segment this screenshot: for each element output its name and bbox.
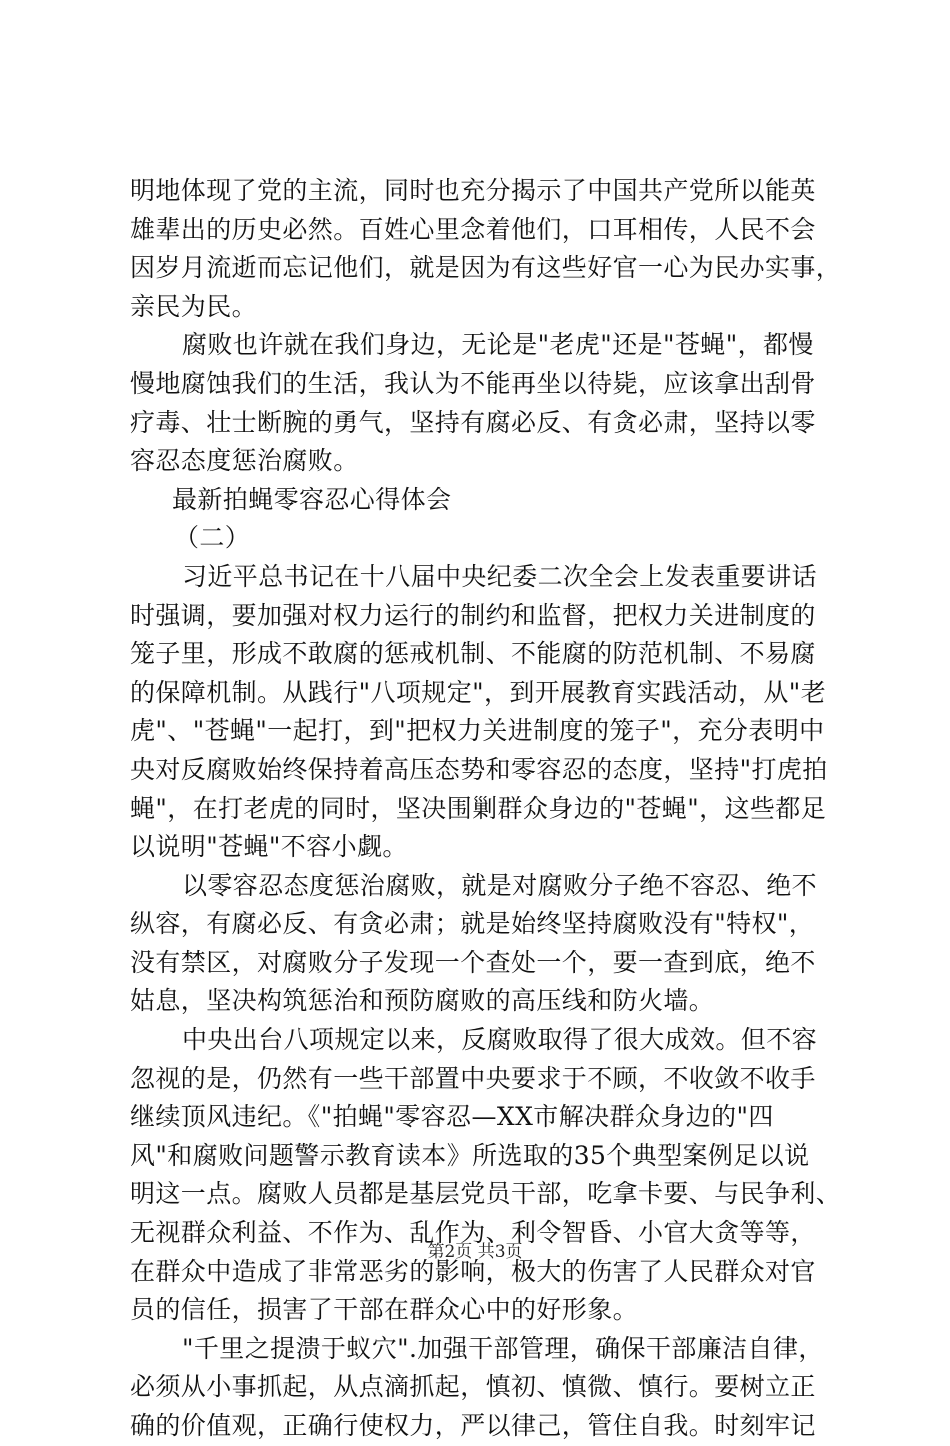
text-line: 因岁月流逝而忘记他们，就是因为有这些好官一心为民办实事， [130, 253, 842, 283]
text-line: 雄辈出的历史必然。百姓心里念着他们，口耳相传，人民不会 [130, 214, 816, 244]
text-line: 姑息，坚决构筑惩治和预防腐败的高压线和防火墙。 [130, 986, 715, 1016]
page-number-footer: 第2页 共3页 [427, 1242, 523, 1262]
text-line: 以说明"苍蝇"不容小觑。 [130, 832, 408, 862]
text-line: 虎"、"苍蝇"一起打，到"把权力关进制度的笼子"，充分表明中 [130, 716, 825, 746]
text-line: 笼子里，形成不敢腐的惩戒机制、不能腐的防范机制、不易腐 [130, 639, 816, 669]
text-line: 继续顶风违纪。《"拍蝇"零容忍—XX市解决群众身边的"四 [130, 1102, 774, 1132]
text-line: "千里之提溃于蚁穴".加强干部管理，确保干部廉洁自律， [182, 1333, 824, 1363]
text-line: 慢地腐蚀我们的生活，我认为不能再坐以待毙，应该拿出刮骨 [130, 368, 816, 398]
text-line: 无视群众利益、不作为、乱作为、利令智昏、小官大贪等等， [130, 1218, 816, 1248]
section-title: 最新拍蝇零容忍心得体会 [172, 484, 452, 514]
text-line: 明地体现了党的主流，同时也充分揭示了中国共产党所以能英 [130, 176, 816, 205]
text-line: 明这一点。腐败人员都是基层党员干部，吃拿卡要、与民争利、 [130, 1179, 842, 1209]
text-line: 在群众中造成了非常恶劣的影响，极大的伤害了人民群众对官 [130, 1256, 816, 1286]
text-line: 容忍态度惩治腐败。 [130, 446, 359, 476]
text-line: 必须从小事抓起，从点滴抓起，慎初、慎微、慎行。要树立正 [130, 1372, 816, 1402]
text-line: 员的信任，损害了干部在群众心中的好形象。 [130, 1295, 639, 1325]
text-line: 的保障机制。从践行"八项规定"，到开展教育实践活动，从"老 [130, 677, 827, 707]
section-subtitle: （二） [174, 523, 251, 553]
text-line: 以零容忍态度惩治腐败，就是对腐败分子绝不容忍、绝不 [182, 870, 818, 900]
text-line: 央对反腐败始终保持着高压态势和零容忍的态度，坚持"打虎拍 [130, 754, 828, 784]
text-line: 没有禁区，对腐败分子发现一个查处一个，要一查到底，绝不 [130, 947, 816, 977]
text-line: 风"和腐败问题警示教育读本》所选取的35个典型案例足以说 [130, 1140, 810, 1170]
text-line: 时强调，要加强对权力运行的制约和监督，把权力关进制度的 [130, 600, 816, 630]
text-line: 习近平总书记在十八届中央纪委二次全会上发表重要讲话 [182, 561, 818, 591]
text-line: 纵容，有腐必反、有贪必肃；就是始终坚持腐败没有"特权"， [130, 909, 815, 939]
text-line: 腐败也许就在我们身边，无论是"老虎"还是"苍蝇"，都慢 [182, 330, 814, 360]
text-line: 蝇"，在打老虎的同时，坚决围剿群众身边的"苍蝇"，这些都足 [130, 793, 827, 823]
text-line: 忽视的是，仍然有一些干部置中央要求于不顾，不收敛不收手 [130, 1063, 816, 1093]
text-line: 中央出台八项规定以来，反腐败取得了很大成效。但不容 [182, 1025, 818, 1055]
text-line: 疗毒、壮士断腕的勇气，坚持有腐必反、有贪必肃，坚持以零 [130, 407, 816, 437]
text-line: 确的价值观，正确行使权力，严以律己，管住自我。时刻牢记 [130, 1411, 816, 1440]
text-line: 亲民为民。 [130, 291, 258, 321]
